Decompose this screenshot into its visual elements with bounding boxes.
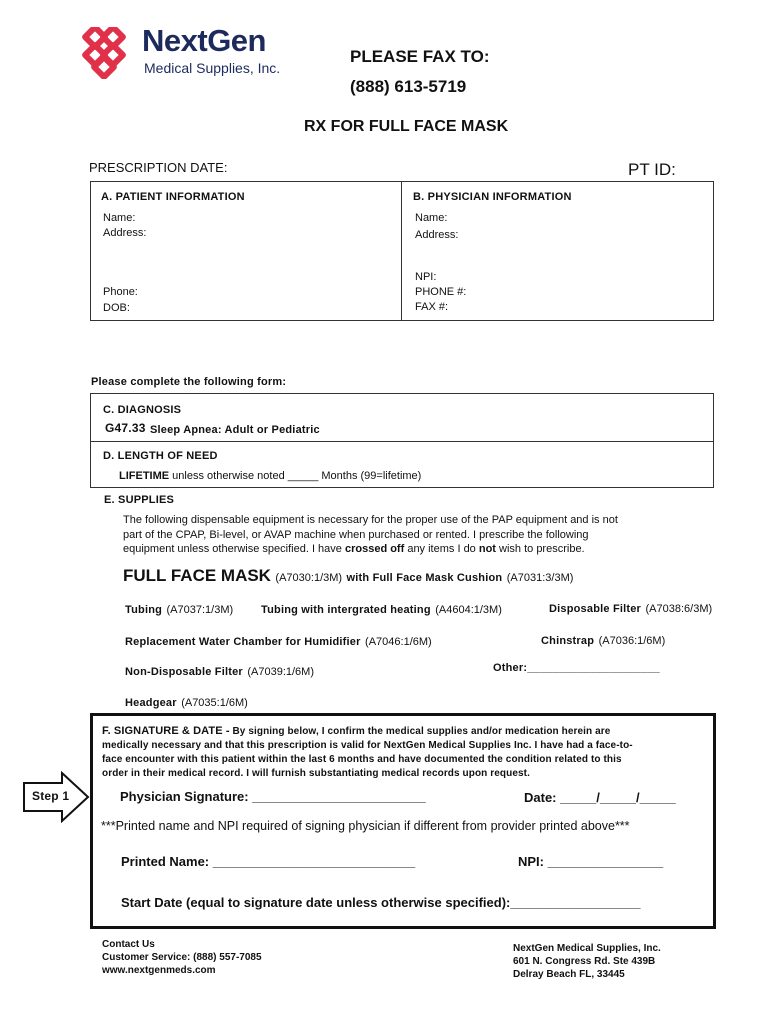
divider bbox=[91, 441, 713, 442]
signature-text: By signing below, I confirm the medical supplies and/or medication herein are bbox=[232, 726, 611, 737]
not-text: not bbox=[478, 543, 496, 555]
patient-dob-label: DOB: bbox=[103, 302, 130, 314]
disposable-filter-code: (A7038:6/3M) bbox=[645, 603, 713, 615]
signature-paragraph-line-4: order in their medical record. I will furnish substantiating medical records upon request. bbox=[102, 768, 530, 779]
signature-header: F. SIGNATURE & DATE - bbox=[102, 725, 230, 737]
start-date-field[interactable]: Start Date (equal to signature date unless otherwise specified):__________________ bbox=[121, 895, 641, 910]
patient-address-label: Address: bbox=[103, 227, 147, 239]
form-title: RX FOR FULL FACE MASK bbox=[304, 118, 509, 135]
footer-website: www.nextgenmeds.com bbox=[102, 965, 216, 976]
supplies-paragraph-line-3 bbox=[123, 543, 585, 555]
patient-name-label: Name: bbox=[103, 212, 136, 224]
physician-npi-label: NPI: bbox=[415, 271, 437, 283]
tubing-label: Tubing bbox=[125, 604, 163, 616]
instructions-text: Please complete the following form: bbox=[91, 376, 287, 388]
patient-info-box bbox=[90, 181, 402, 321]
nondisposable-filter-code: (A7039:1/6M) bbox=[247, 666, 314, 678]
fax-number: (888) 613-5719 bbox=[350, 77, 467, 96]
mask-title: FULL FACE MASK bbox=[123, 566, 271, 585]
pt-id-label: PT ID: bbox=[628, 160, 676, 179]
heated-tubing-code: (A4604:1/3M) bbox=[435, 604, 502, 616]
supplies-paragraph-line-2: part of the CPAP, Bi-level, or AVAP machine when purchased or rented. I prescribe the following bbox=[123, 529, 589, 541]
supply-heated-tubing bbox=[261, 600, 502, 618]
physician-phone-label: PHONE #: bbox=[415, 286, 467, 298]
chinstrap-code: (A7036:1/6M) bbox=[598, 635, 666, 647]
fax-line-1: PLEASE FAX TO: bbox=[350, 47, 490, 66]
step-label: Step 1 bbox=[32, 789, 70, 803]
nondisposable-filter-label: Non-Disposable Filter bbox=[125, 666, 243, 678]
footer-street: 601 N. Congress Rd. Ste 439B bbox=[513, 956, 656, 967]
npi-field[interactable]: NPI: ________________ bbox=[518, 854, 664, 869]
signature-paragraph-line-3: face encounter with this patient within the last 6 months and have documented the condition related to this bbox=[102, 754, 622, 765]
footer-customer-service: Customer Service: (888) 557-7085 bbox=[102, 952, 262, 963]
diagnosis-length-box bbox=[90, 393, 714, 488]
lifetime-label: LIFETIME bbox=[119, 470, 170, 482]
supply-headgear bbox=[125, 693, 248, 711]
crossed-off-text: crossed off bbox=[344, 543, 405, 555]
length-of-need-header: D. LENGTH OF NEED bbox=[103, 450, 218, 462]
headgear-label: Headgear bbox=[125, 697, 177, 709]
supply-chinstrap bbox=[541, 631, 665, 649]
footer-address bbox=[513, 942, 661, 981]
water-chamber-label: Replacement Water Chamber for Humidifier bbox=[125, 636, 361, 648]
footer-company: NextGen Medical Supplies, Inc. bbox=[513, 943, 661, 954]
printed-name-field[interactable]: Printed Name: ____________________________ bbox=[121, 854, 416, 869]
mask-with: with Full Face Mask Cushion bbox=[346, 572, 503, 584]
heated-tubing-label: Tubing with intergrated heating bbox=[261, 604, 431, 616]
footer-city: Delray Beach FL, 33445 bbox=[513, 969, 625, 980]
supply-water-chamber bbox=[125, 632, 432, 650]
patient-phone-label: Phone: bbox=[103, 286, 138, 298]
supplies-text: any items I do bbox=[404, 543, 479, 555]
supply-other: Other:_____________________ bbox=[493, 662, 660, 674]
supplies-text: equipment unless otherwise specified. I have bbox=[123, 543, 345, 555]
supply-disposable-filter bbox=[549, 599, 712, 617]
physician-signature-field[interactable]: Physician Signature: ________________________ bbox=[120, 789, 426, 804]
mask-cushion-code: (A7031:3/3M) bbox=[506, 572, 574, 584]
supplies-header: E. SUPPLIES bbox=[104, 494, 175, 506]
tubing-code: (A7037:1/3M) bbox=[166, 604, 234, 616]
logo-brand: NextGen bbox=[142, 23, 266, 58]
footer-contact-label: Contact Us bbox=[102, 939, 155, 950]
company-logo bbox=[78, 25, 308, 83]
length-of-need-line bbox=[119, 470, 421, 482]
physician-info-header: B. PHYSICIAN INFORMATION bbox=[413, 191, 572, 203]
patient-info-header: A. PATIENT INFORMATION bbox=[101, 191, 245, 203]
physician-name-label: Name: bbox=[415, 212, 448, 224]
logo-subtitle: Medical Supplies, Inc. bbox=[144, 60, 281, 76]
length-of-need-rest: unless otherwise noted _____ Months (99=lifetime) bbox=[172, 470, 422, 482]
signature-paragraph-line-1 bbox=[102, 724, 702, 739]
signature-paragraph bbox=[102, 724, 702, 781]
physician-info-box bbox=[401, 181, 714, 321]
diagnosis-header: C. DIAGNOSIS bbox=[103, 404, 182, 416]
diagnosis-code: G47.33 bbox=[105, 421, 146, 435]
mask-code: (A7030:1/3M) bbox=[275, 572, 343, 584]
diagnosis-text: Sleep Apnea: Adult or Pediatric bbox=[150, 424, 320, 436]
supplies-text: wish to prescribe. bbox=[495, 543, 585, 555]
full-face-mask-line bbox=[123, 566, 573, 586]
signature-date-field[interactable]: Date: _____/_____/_____ bbox=[524, 790, 676, 805]
physician-fax-label: FAX #: bbox=[415, 301, 449, 313]
prescription-date-label: PRESCRIPTION DATE: bbox=[89, 160, 228, 175]
supplies-paragraph-line-1: The following dispensable equipment is necessary for the proper use of the PAP equipment and is not bbox=[123, 514, 618, 526]
signature-box bbox=[90, 713, 716, 929]
signature-paragraph-line-2: medically necessary and that this prescription is valid for NextGen Medical Supplies Inc. I have had a face-to- bbox=[102, 740, 633, 751]
logo-mark-icon bbox=[78, 27, 130, 79]
physician-address-label: Address: bbox=[415, 229, 459, 241]
disposable-filter-label: Disposable Filter bbox=[549, 603, 642, 615]
chinstrap-label: Chinstrap bbox=[541, 635, 595, 647]
water-chamber-code: (A7046:1/6M) bbox=[365, 636, 432, 648]
supply-tubing bbox=[125, 600, 233, 618]
supply-nondisposable-filter bbox=[125, 662, 314, 680]
printed-name-note: ***Printed name and NPI required of signing physician if different from provider printed above*** bbox=[101, 819, 630, 833]
headgear-code: (A7035:1/6M) bbox=[181, 697, 248, 709]
footer-contact bbox=[102, 938, 262, 977]
